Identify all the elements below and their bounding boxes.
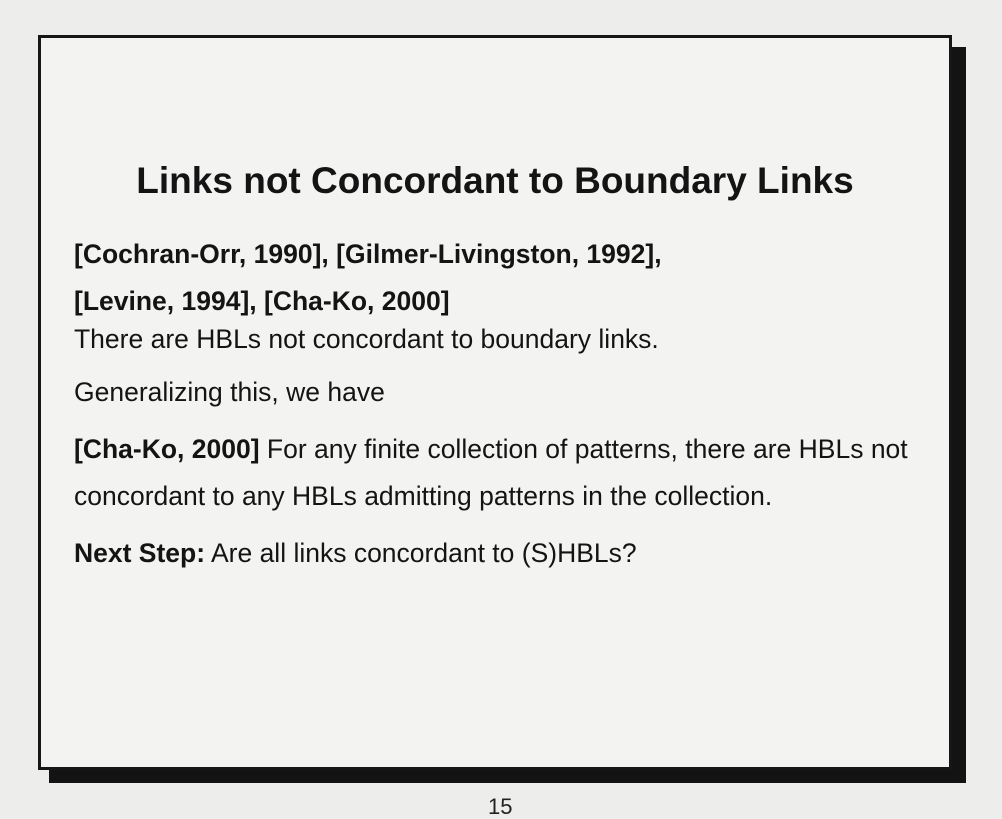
statement-hbl-not-concordant: There are HBLs not concordant to boundary links. (74, 324, 659, 354)
theorem-text: For any finite collection of patterns, there are HBLs not concordant to any HBLs admitting patterns in the collection. (74, 434, 908, 511)
references-line-2: [Levine, 1994], [Cha-Ko, 2000] (74, 286, 450, 316)
theorem-paragraph (74, 426, 934, 520)
generalizing-line: Generalizing this, we have (74, 377, 385, 407)
slide-body (74, 231, 934, 577)
next-step-label: Next Step: (74, 538, 206, 568)
slide (38, 35, 952, 770)
slide-title: Links not Concordant to Boundary Links (136, 160, 854, 201)
page-number: 15 (488, 794, 513, 819)
theorem-reference: [Cha-Ko, 2000] (74, 434, 260, 464)
references-line-1: [Cochran-Orr, 1990], [Gilmer-Livingston, 1992], (74, 239, 662, 269)
next-step-text: Are all links concordant to (S)HBLs? (205, 538, 637, 568)
next-step-line (74, 530, 934, 577)
